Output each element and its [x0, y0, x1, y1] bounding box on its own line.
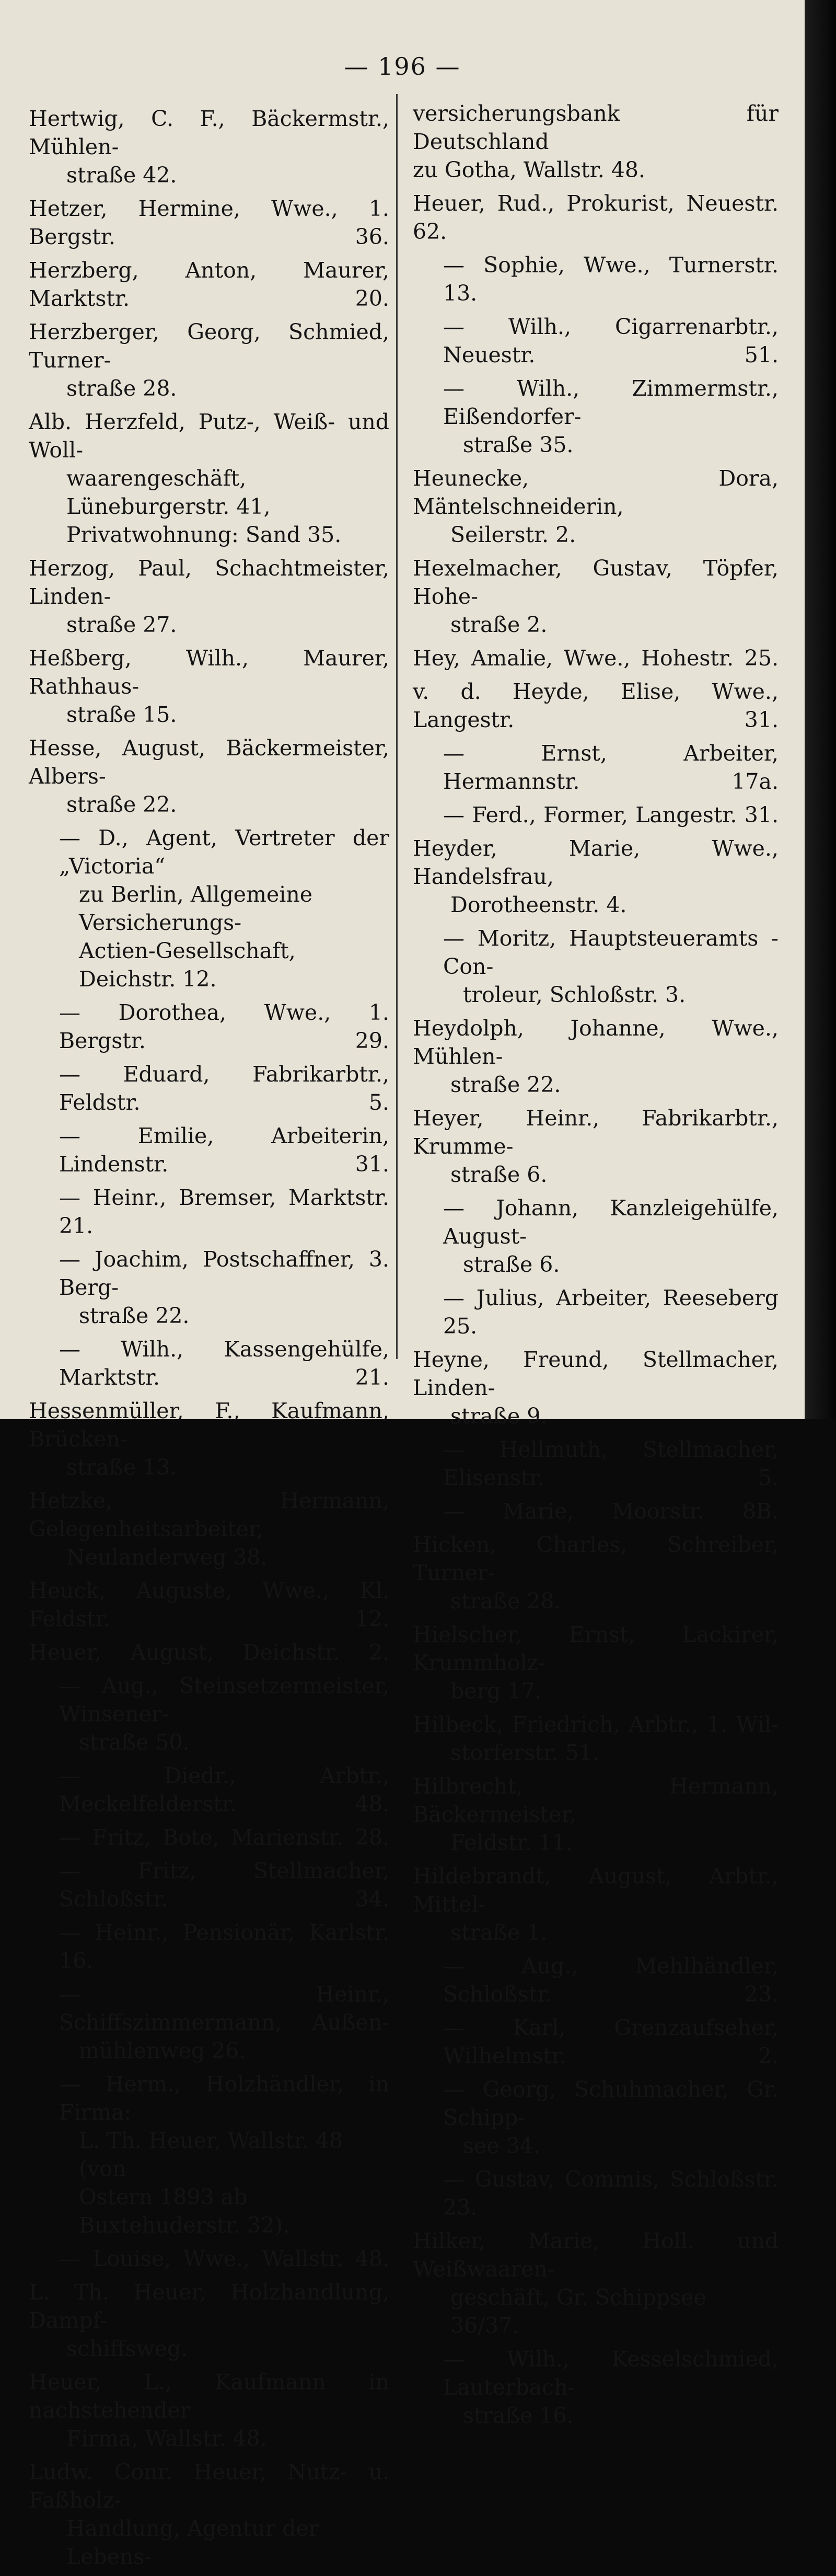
directory-entry — [29, 1980, 389, 2065]
entry-first-line: Hielscher, Ernst, Lackirer, Krummholz- — [413, 1622, 779, 1675]
directory-entry — [413, 1284, 779, 1340]
directory-entry — [413, 1620, 779, 1705]
entry-continuation-line: straße 9. — [450, 1404, 548, 1429]
entry-continuation-line: berg 17. — [450, 1678, 542, 1704]
entry-first-line: Hildebrandt, August, Arbtr., Mittel- — [413, 1864, 779, 1917]
entry-continuation-line: see 34. — [463, 2133, 540, 2158]
directory-entry — [413, 644, 779, 672]
directory-entry — [29, 1060, 389, 1117]
entry-first-line: Heuer, Rud., Prokurist, Neuestr. 62. — [413, 191, 779, 244]
entry-first-line: Hey, Amalie, Wwe., Hohestr. 25. — [413, 646, 779, 671]
entry-first-line: — Wilh., Kassengehülfe, Marktstr. 21. — [59, 1337, 389, 1390]
directory-entry — [29, 1335, 389, 1392]
entry-first-line: Ludw. Conr. Heuer, Nutz- u. Faßholz- — [29, 2459, 389, 2513]
entry-continuation-line: Actien-Gesellschaft, Deichstr. 12. — [79, 938, 296, 992]
entry-continuation-line: waarengeschäft, Lüneburgerstr. 41, — [66, 466, 271, 519]
directory-entry — [413, 2227, 779, 2340]
entry-first-line: Hetzke, Hermann, Gelegenheitsarbeiter, — [29, 1488, 389, 1542]
entry-first-line: — Georg, Schuhmacher, Gr. Schipp- — [443, 2077, 779, 2130]
entry-first-line: — Wilh., Zimmermstr., Eißendorfer- — [443, 376, 779, 429]
entry-first-line: — Eduard, Fabrikarbtr., Feldstr. 5. — [59, 1062, 389, 1115]
entry-continuation-line: straße 22. — [66, 792, 177, 817]
entry-first-line: — Heinr., Schiffszimmermann, Außen- — [59, 1982, 389, 2035]
entry-first-line: Hessenmüller, F., Kaufmann, Brücken- — [29, 1398, 389, 1452]
directory-entry — [29, 734, 389, 819]
directory-entry — [413, 554, 779, 639]
entry-first-line: — D., Agent, Vertreter der „Victoria“ — [59, 825, 389, 879]
entry-first-line: Hertwig, C. F., Bäckermstr., Mühlen- — [29, 106, 389, 159]
entry-continuation-line: Seilerstr. 2. — [450, 522, 576, 547]
entry-continuation-line: Firma, Wallstr. 48. — [66, 2426, 267, 2451]
entry-first-line: Hilbrecht, Hermann, Bäckermeister, — [413, 1774, 779, 1827]
directory-entry — [29, 1918, 389, 1975]
directory-entry — [29, 1397, 389, 1481]
entry-first-line: L. Th. Heuer, Holzhandlung, Dampf- — [29, 2280, 389, 2333]
entry-first-line: — Julius, Arbeiter, Reeseberg 25. — [443, 1285, 779, 1339]
entry-first-line: Hexelmacher, Gustav, Töpfer, Hohe- — [413, 556, 779, 609]
directory-entry — [29, 1672, 389, 1756]
directory-entry — [413, 1710, 779, 1767]
page-number: — 196 — — [344, 52, 461, 80]
entry-continuation-line: straße 15. — [66, 702, 177, 727]
entry-first-line: Heyder, Marie, Wwe., Handelsfrau, — [413, 836, 779, 889]
entry-first-line: — Aug., Mehlhändler, Schloßstr. 23. — [443, 1953, 779, 2007]
directory-entry — [413, 1952, 779, 2008]
directory-entry — [413, 2014, 779, 2070]
entry-first-line: — Ernst, Arbeiter, Hermannstr. 17a. — [443, 741, 779, 794]
entry-first-line: — Wilh., Cigarrenarbtr., Neuestr. 51. — [443, 314, 779, 367]
entry-first-line: Hilker, Marie, Holl. und Weißwaaren- — [413, 2228, 779, 2282]
entry-continuation-line: Neulanderweg 38. — [66, 1545, 268, 1570]
entry-first-line: Alb. Herzfeld, Putz-, Weiß- und Woll- — [29, 409, 389, 463]
entry-first-line: — Sophie, Wwe., Turnerstr. 13. — [443, 252, 779, 306]
directory-entry — [413, 464, 779, 549]
entry-continuation-line: straße 1. — [450, 1920, 548, 1945]
entry-continuation-line: straße 27. — [66, 612, 177, 637]
directory-entry — [413, 739, 779, 796]
directory-entry — [29, 1762, 389, 1818]
entry-continuation-line: Handlung, Agentur der Lebens- — [66, 2516, 319, 2569]
entry-continuation-line: zu Berlin, Allgemeine Versicherungs- — [79, 882, 312, 935]
entry-first-line: Hetzer, Hermine, Wwe., 1. Bergstr. 36. — [29, 196, 389, 249]
directory-entry — [29, 105, 389, 189]
directory-entry — [413, 313, 779, 369]
directory-entry — [29, 824, 389, 993]
entry-continuation-line: schiffsweg. — [66, 2336, 188, 2361]
directory-entry — [413, 1104, 779, 1189]
entry-first-line: — Louise, Wwe., Wallstr. 48. — [59, 2246, 389, 2271]
entry-continuation-line: straße 13. — [66, 1455, 177, 1480]
entry-first-line: — Hellmuth, Stellmacher, Elisenstr. 5. — [443, 1437, 779, 1490]
entry-first-line: — Johann, Kanzleigehülfe, August- — [443, 1195, 779, 1249]
entry-continuation-line: straße 50. — [79, 1730, 190, 1755]
entry-first-line: Hilbeck, Friedrich, Arbtr., 1. Wil- — [413, 1712, 779, 1737]
directory-entry — [413, 374, 779, 459]
entry-first-line: — Aug., Steinsetzermeister, Winsener- — [59, 1673, 389, 1727]
entry-first-line: — Emilie, Arbeiterin, Lindenstr. 31. — [59, 1123, 389, 1177]
entry-first-line: — Diedr., Arbtr., Meckelfelderstr. 48. — [59, 1763, 389, 1816]
directory-entry — [413, 1862, 779, 1947]
directory-entry — [29, 998, 389, 1055]
directory-entry — [29, 1857, 389, 1913]
entry-continuation-line: troleur, Schloßstr. 3. — [463, 982, 686, 1007]
directory-entry — [413, 99, 779, 184]
directory-entry — [29, 1183, 389, 1240]
directory-entry — [413, 834, 779, 919]
entry-continuation-line: straße 28. — [66, 376, 177, 401]
directory-entry — [29, 2245, 389, 2273]
entry-continuation-line: straße 35. — [463, 432, 574, 457]
entry-continuation-line: mühlenweg 26. — [79, 2038, 246, 2063]
directory-entry — [29, 318, 389, 402]
right-column — [413, 99, 779, 2435]
directory-entry — [29, 2458, 389, 2571]
entry-first-line: — Marie, Moorstr. 8B. — [443, 1499, 779, 1524]
binding-edge — [805, 0, 836, 1419]
entry-first-line: — Fritz, Stellmacher, Schloßstr. 34. — [59, 1858, 389, 1912]
entry-continuation-line: straße 2. — [450, 612, 548, 637]
directory-entry — [413, 251, 779, 307]
entry-first-line: Herzberg, Anton, Maurer, Marktstr. 20. — [29, 258, 389, 311]
entry-first-line: Heuer, L., Kaufmann in nachstehender — [29, 2370, 389, 2423]
directory-entry — [413, 924, 779, 1009]
entry-continuation-line: storferstr. 51. — [450, 1740, 599, 1765]
entry-first-line: — Wilh., Kesselschmied, Lauterbach- — [443, 2347, 779, 2400]
entry-first-line: — Heinr., Pensionär, Karlstr. 16. — [59, 1920, 389, 1973]
entry-first-line: Hesse, August, Bäckermeister, Albers- — [29, 735, 389, 789]
entry-continuation-line: straße 28. — [450, 1589, 561, 1614]
entry-first-line: v. d. Heyde, Elise, Wwe., Langestr. 31. — [413, 679, 779, 732]
entry-continuation-line: straße 22. — [79, 1303, 190, 1328]
entry-first-line: Herzberger, Georg, Schmied, Turner- — [29, 319, 389, 373]
directory-entry — [413, 1435, 779, 1492]
directory-entry — [29, 2368, 389, 2453]
directory-entry — [413, 2075, 779, 2160]
entry-first-line: Heyne, Freund, Stellmacher, Linden- — [413, 1347, 779, 1400]
entry-first-line: Heydolph, Johanne, Wwe., Mühlen- — [413, 1016, 779, 1069]
entry-continuation-line: Dorotheenstr. 4. — [450, 892, 627, 917]
directory-entry — [29, 256, 389, 313]
entry-continuation-line: Ostern 1893 ab Buxtehuderstr. 32). — [79, 2184, 290, 2238]
directory-entry — [29, 554, 389, 639]
directory-entry — [29, 2278, 389, 2363]
entry-first-line: — Heinr., Bremser, Marktstr. 21. — [59, 1185, 389, 1238]
directory-entry — [413, 677, 779, 734]
entry-continuation-line: geschäft, Gr. Schippsee 36/37. — [450, 2285, 706, 2338]
directory-entry — [29, 1122, 389, 1178]
entry-first-line: Heßberg, Wilh., Maurer, Rathhaus- — [29, 646, 389, 699]
entry-first-line: — Joachim, Postschaffner, 3. Berg- — [59, 1247, 389, 1300]
directory-entry — [413, 2345, 779, 2430]
entry-first-line: versicherungsbank für Deutschland — [413, 101, 779, 154]
entry-first-line: — Dorothea, Wwe., 1. Bergstr. 29. — [59, 1000, 389, 1053]
entry-continuation-line: L. Th. Heuer, Wallstr. 48 (von — [79, 2128, 343, 2181]
entry-continuation-line: Feldstr. 11. — [450, 1830, 573, 1855]
directory-entry — [29, 1487, 389, 1571]
directory-entry — [413, 1014, 779, 1099]
entry-first-line: Herzog, Paul, Schachtmeister, Linden- — [29, 556, 389, 609]
directory-entry — [413, 1346, 779, 1430]
directory-entry — [413, 2165, 779, 2222]
entry-first-line: — Ferd., Former, Langestr. 31. — [443, 802, 779, 827]
directory-entry — [413, 1194, 779, 1279]
directory-entry — [29, 1638, 389, 1666]
entry-continuation-line: straße 42. — [66, 163, 177, 188]
directory-entry — [29, 644, 389, 729]
directory-entry — [413, 1772, 779, 1857]
directory-entry — [413, 189, 779, 246]
entry-first-line: — Moritz, Hauptsteueramts - Con- — [443, 926, 779, 979]
entry-first-line: Heyer, Heinr., Fabrikarbtr., Krumme- — [413, 1106, 779, 1159]
entry-continuation-line: zu Gotha, Wallstr. 48. — [413, 157, 645, 182]
directory-entry — [413, 801, 779, 829]
entry-continuation-line: straße 6. — [450, 1162, 548, 1187]
entry-first-line: — Gustav, Commis, Schloßstr. 23. — [443, 2167, 779, 2220]
entry-first-line: Hicken, Charles, Schreiber, Turner- — [413, 1532, 779, 1585]
entry-continuation-line: Privatwohnung: Sand 35. — [66, 522, 342, 547]
entry-first-line: Heuck, Auguste, Wwe., Kl. Feldstr. 12. — [29, 1578, 389, 1631]
entry-continuation-line: straße 22. — [450, 1072, 561, 1097]
entry-first-line: — Karl, Grenzaufseher, Wilhelmstr. 2. — [443, 2015, 779, 2068]
entry-first-line: — Herm., Holzhändler, in Firma: — [59, 2072, 389, 2125]
entry-continuation-line: straße 16. — [463, 2403, 574, 2428]
entry-continuation-line: straße 6. — [463, 1252, 560, 1277]
directory-entry — [29, 1245, 389, 1330]
directory-entry — [413, 1531, 779, 1615]
entry-first-line: Heunecke, Dora, Mäntelschneiderin, — [413, 466, 779, 519]
directory-entry — [29, 1823, 389, 1852]
directory-entry — [29, 408, 389, 549]
left-column — [29, 105, 389, 2576]
entry-first-line: — Fritz, Bote, Marienstr. 28. — [59, 1825, 389, 1850]
entry-first-line: Heuer, August, Deichstr. 2. — [29, 1640, 389, 1665]
directory-entry — [29, 194, 389, 251]
directory-entry — [29, 1577, 389, 1633]
column-divider — [396, 94, 398, 1359]
directory-entry — [29, 2070, 389, 2239]
directory-entry — [413, 1497, 779, 1525]
